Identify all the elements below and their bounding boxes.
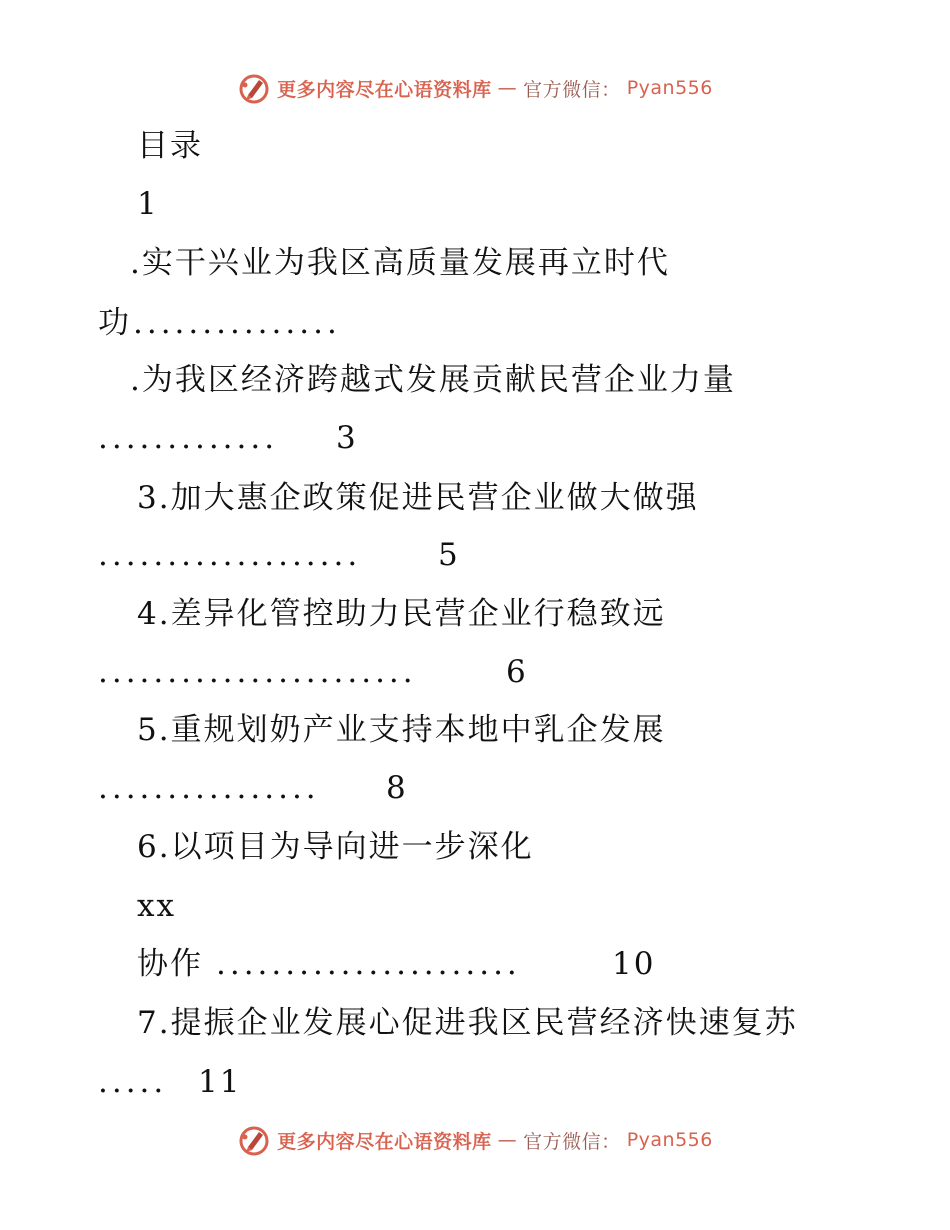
banner-main-text: 更多内容尽在心语资料库: [277, 78, 492, 101]
toc-entry-6-xx: xx: [137, 888, 176, 924]
banner-main-text: 更多内容尽在心语资料库: [277, 1130, 492, 1153]
banner-dash: —: [497, 77, 518, 99]
banner-sub-text: 官方微信：: [523, 1130, 621, 1153]
toc-entry-6-leader: ......................: [216, 946, 521, 982]
toc-entry-2-leader: .............: [98, 420, 279, 456]
banner-wechat-id: Pyan556: [626, 1129, 713, 1151]
footer-banner: [0, 1120, 950, 1160]
toc-entry-7-page: 11: [198, 1064, 242, 1100]
toc-entry-3-leader: ...................: [98, 537, 362, 573]
toc-entry-6-tail: 协作: [137, 946, 203, 982]
toc-title: 目录: [137, 128, 203, 164]
toc-entry-2-title: .为我区经济跨越式发展贡献民营企业力量: [130, 362, 736, 398]
toc-entry-5-page: 8: [386, 770, 408, 806]
toc-entry-1-continuation: 功...............: [98, 305, 341, 341]
toc-entry-7-leader: .....: [98, 1064, 168, 1100]
toc-entry-4-title: 4.差异化管控助力民营企业行稳致远: [137, 596, 666, 632]
toc-entry-6-page: 10: [612, 946, 656, 982]
toc-entry-3-page: 5: [438, 537, 460, 573]
toc-entry-4-leader: .......................: [98, 654, 417, 690]
banner-sub-text: 官方微信：: [523, 78, 621, 101]
header-banner: [0, 68, 950, 108]
toc-entry-5-title: 5.重规划奶产业支持本地中乳企发展: [137, 712, 666, 748]
pen-nib-logo-icon: [237, 1123, 271, 1157]
toc-entry-5-leader: ................: [98, 770, 320, 806]
banner-dash: —: [497, 1129, 518, 1151]
toc-entry-7-title: 7.提振企业发展心促进我区民营经济快速复苏: [137, 1005, 798, 1041]
toc-entry-1-title: .实干兴业为我区高质量发展再立时代: [130, 245, 670, 281]
toc-entry-3-title: 3.加大惠企政策促进民营企业做大做强: [137, 480, 699, 516]
toc-entry-2-page: 3: [336, 420, 358, 456]
banner-wechat-id: Pyan556: [626, 77, 713, 99]
toc-entry-4-page: 6: [506, 654, 528, 690]
pen-nib-logo-icon: [237, 71, 271, 105]
toc-line-1: 1: [137, 186, 159, 222]
toc-entry-6-title: 6.以项目为导向进一步深化: [137, 829, 534, 865]
